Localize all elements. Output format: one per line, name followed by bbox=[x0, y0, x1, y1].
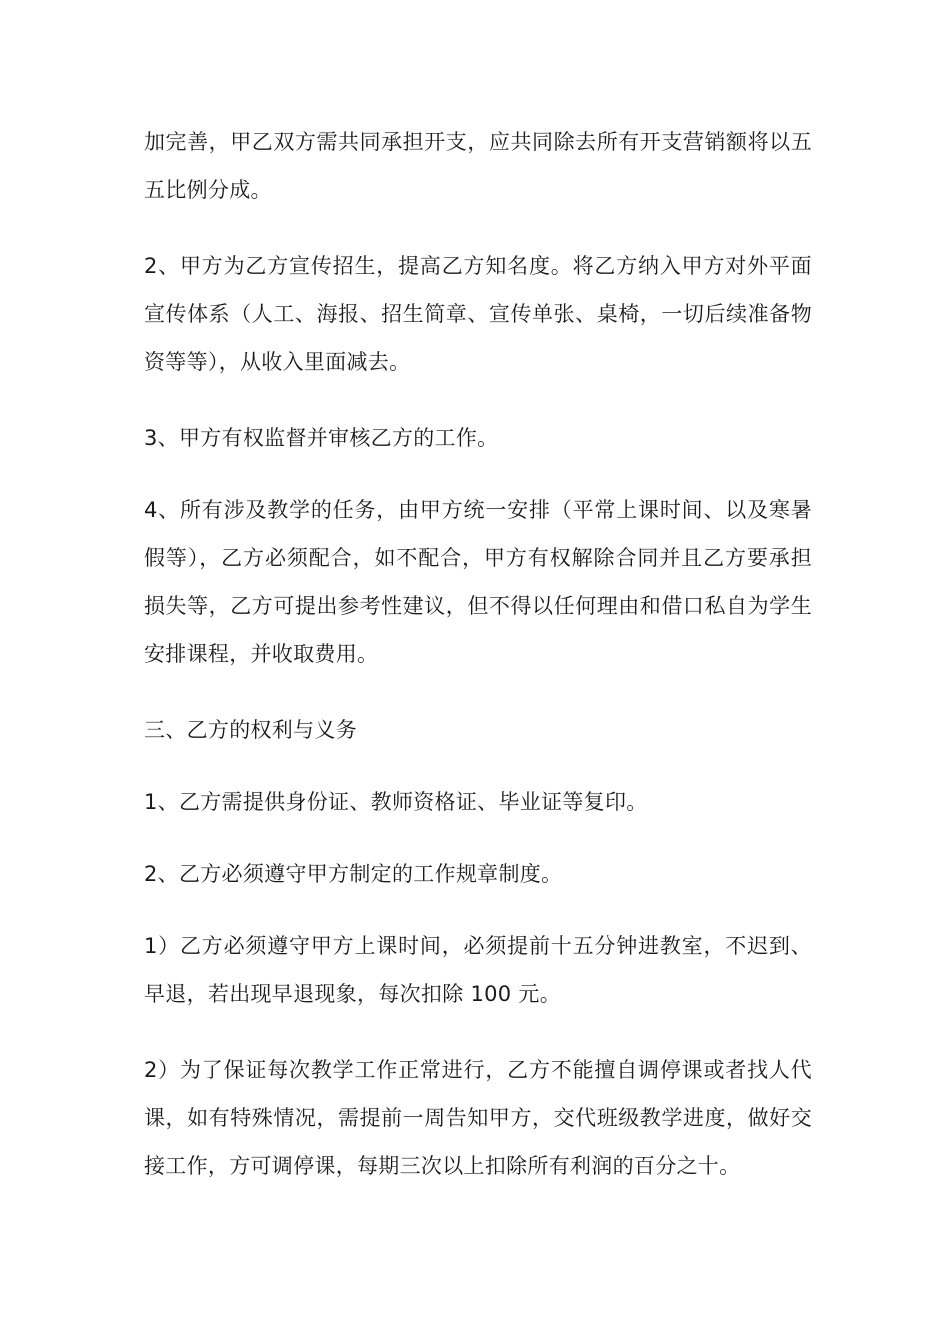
paragraph-clause-a2-promotion: 2、甲方为乙方宣传招生，提高乙方知名度。将乙方纳入甲方对外平面宣传体系（人工、海报、招生简章、宣传单张、桌椅，一切后续准备物资等等），从收入里面减去。 bbox=[144, 254, 812, 374]
paragraph-clause-a4-teaching-arrangement: 4、所有涉及教学的任务，由甲方统一安排（平常上课时间、以及寒暑假等），乙方必须配合，如不配合，甲方有权解除合同并且乙方要承担损失等，乙方可提出参考性建议，但不得以任何理由和借口私自为学生安排课程，并收取费用。 bbox=[144, 498, 812, 666]
paragraph-subclause-2-class-suspension: 2）为了保证每次教学工作正常进行，乙方不能擅自调停课或者找人代课，如有特殊情况，需提前一周告知甲方，交代班级教学进度，做好交接工作，方可调停课，每期三次以上扣除所有利润的百分之十。 bbox=[144, 1058, 812, 1178]
section-heading-party-b-rights: 三、乙方的权利与义务 bbox=[144, 718, 357, 742]
paragraph-subclause-1-punctuality: 1）乙方必须遵守甲方上课时间，必须提前十五分钟进教室，不迟到、早退，若出现早退现象，每次扣除 100 元。 bbox=[144, 934, 812, 1006]
paragraph-clause-b1-documents: 1、乙方需提供身份证、教师资格证、毕业证等复印。 bbox=[144, 790, 648, 814]
paragraph-clause-b2-rules: 2、乙方必须遵守甲方制定的工作规章制度。 bbox=[144, 862, 563, 886]
paragraph-profit-split: 加完善，甲乙双方需共同承担开支，应共同除去所有开支营销额将以五五比例分成。 bbox=[144, 130, 812, 202]
paragraph-clause-a3-supervision: 3、甲方有权监督并审核乙方的工作。 bbox=[144, 426, 499, 450]
